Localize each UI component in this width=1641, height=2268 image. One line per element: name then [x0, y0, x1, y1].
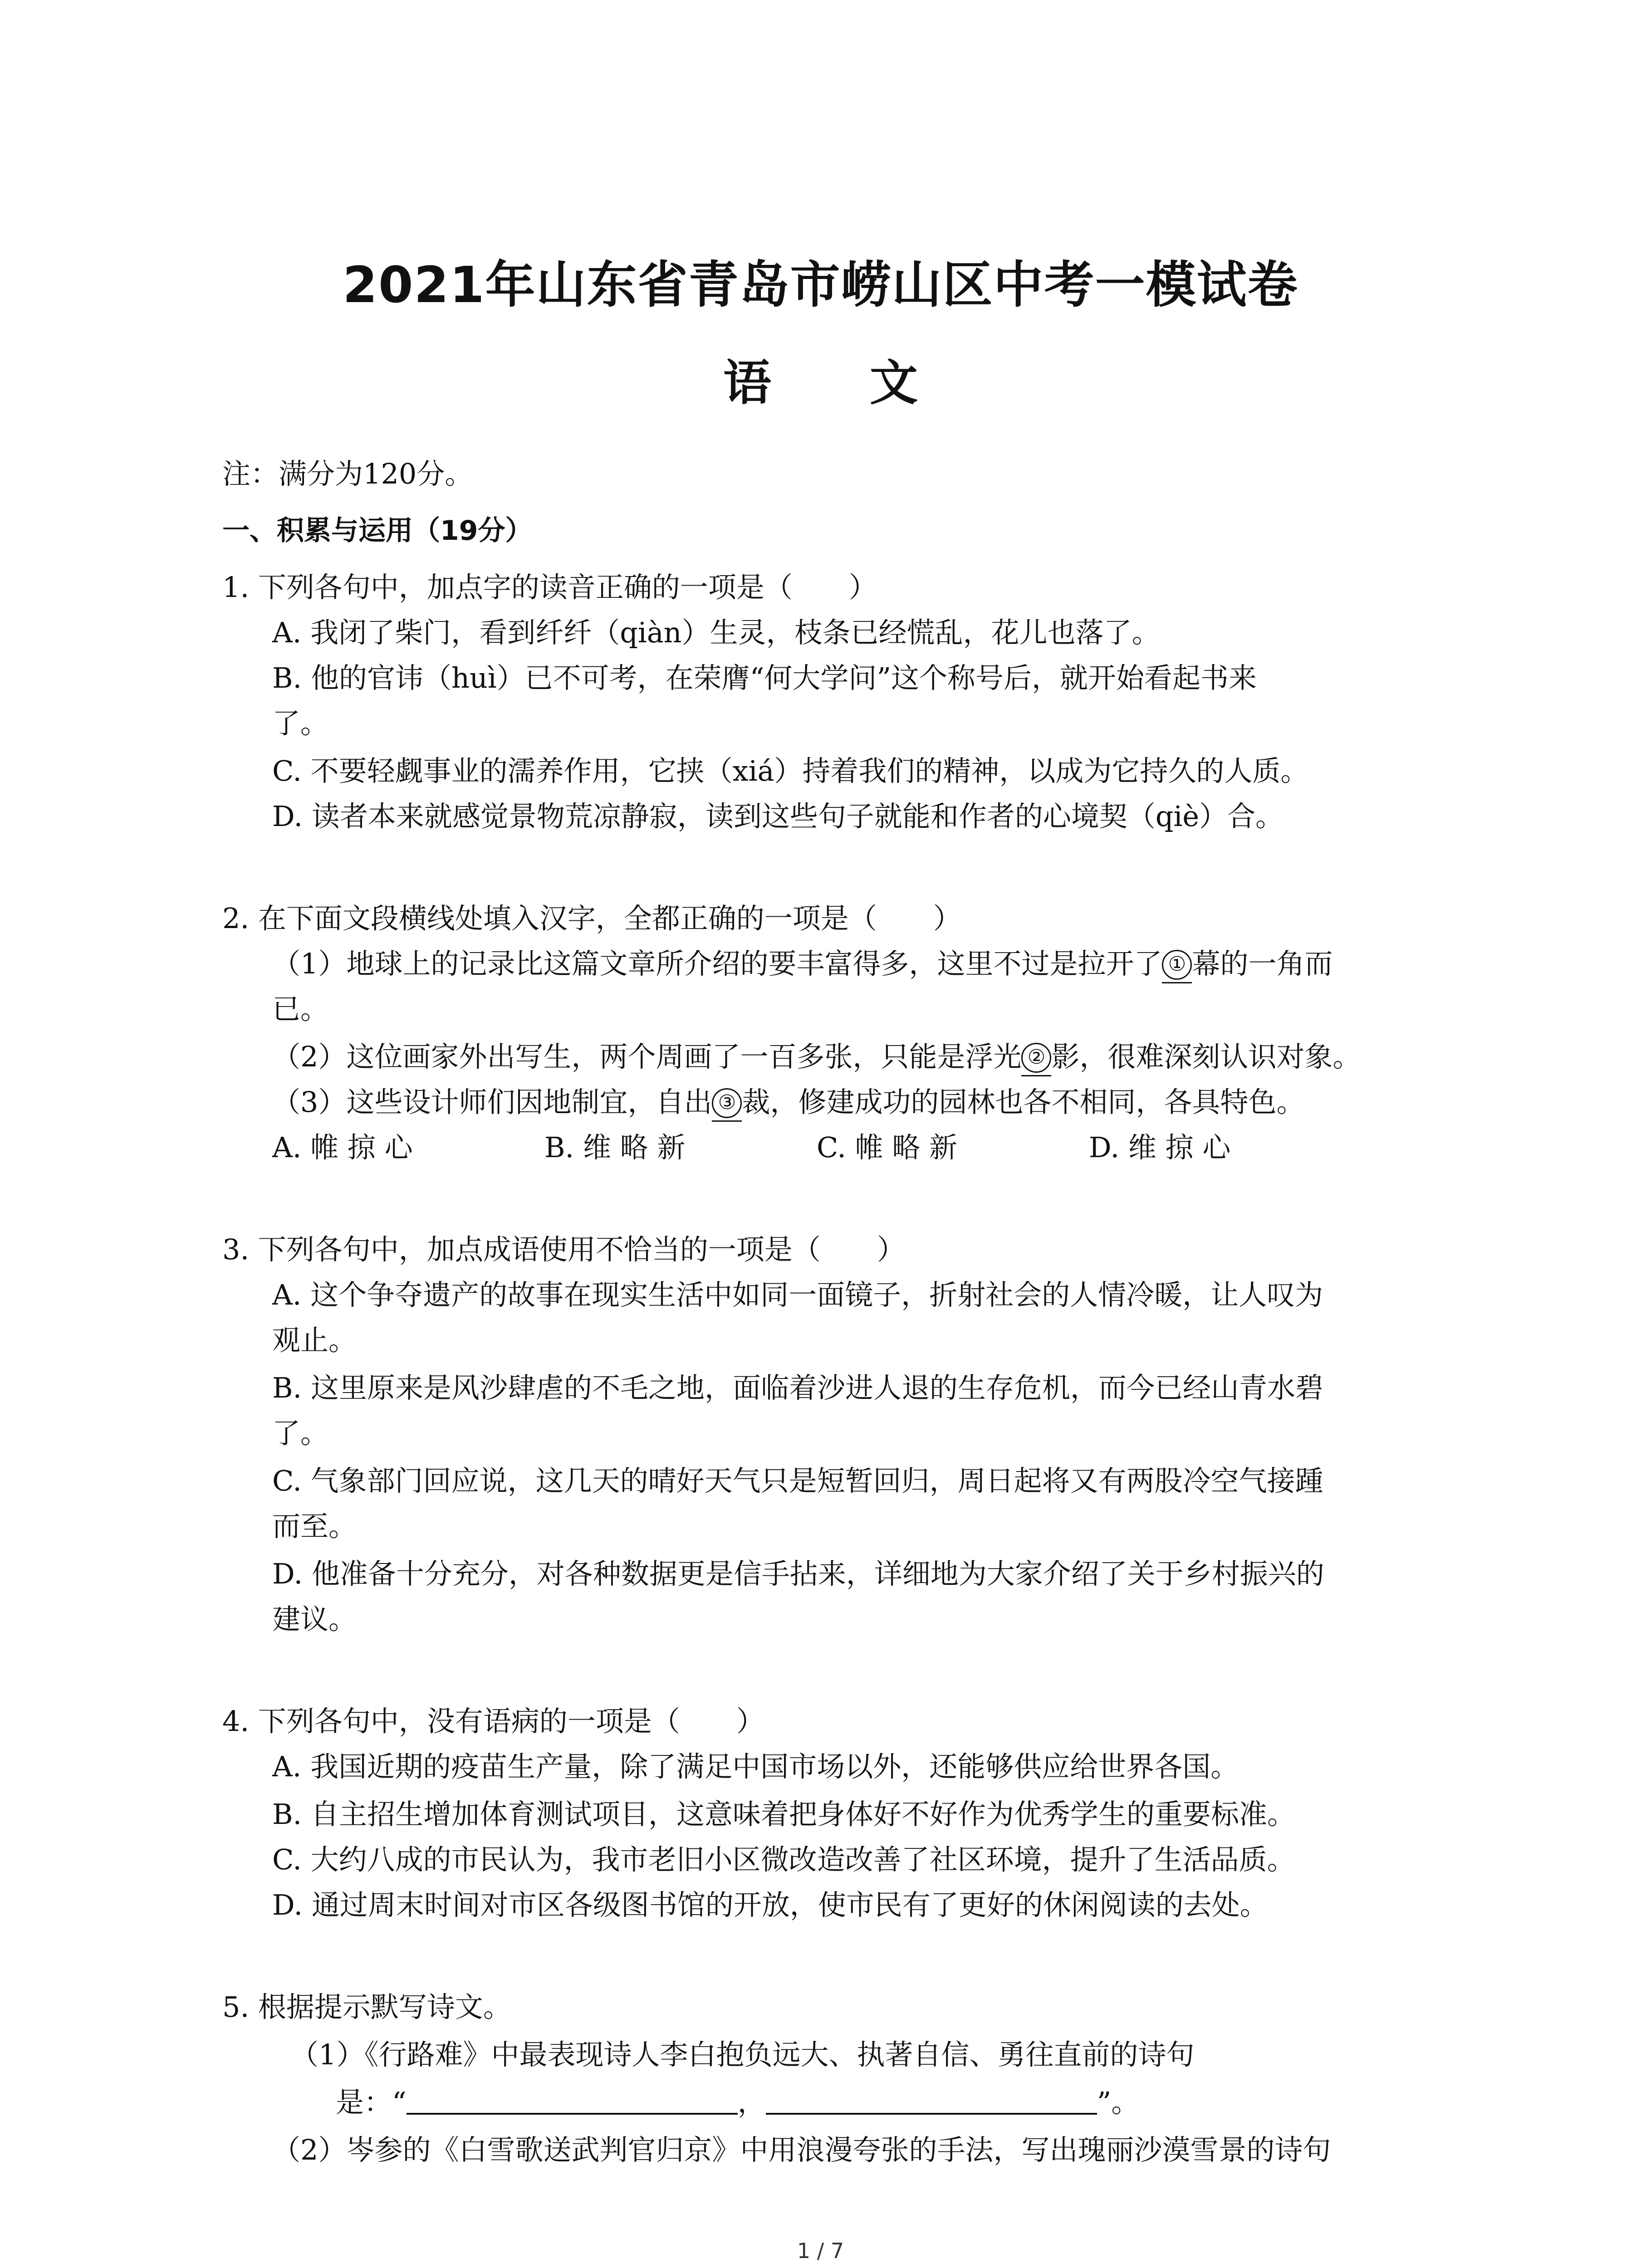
q4-option-d: D. 通过周末时间对市区各级图书馆的开放，使市民有了更好的休闲阅读的去处。: [272, 1888, 1268, 1921]
q4-option-c: C. 大约八成的市民认为，我市老旧小区微改造改善了社区环境，提升了生活品质。: [272, 1843, 1295, 1876]
q4-stem: 4. 下列各句中，没有语病的一项是（ ）: [222, 1705, 764, 1738]
q5-item-2: （2）岑参的《白雪歌送武判官归京》中用浪漫夸张的手法，写出瑰丽沙漠雪景的诗句: [272, 2133, 1331, 2166]
q2-sentence-1: （1）地球上的记录比这篇文章所介绍的要丰富得多，这里不过是拉开了 ① 幕的一角而: [272, 946, 1488, 983]
q3-option-d-cont: 建议。: [272, 1603, 357, 1636]
subject-title: 语 文: [723, 355, 959, 411]
answer-blank-2[interactable]: [766, 2085, 1097, 2115]
blank-marker-2: ②: [1021, 1043, 1051, 1073]
q3-option-d: D. 他准备十分充分，对各种数据更是信手拈来，详细地为大家介绍了关于乡村振兴的: [272, 1557, 1324, 1590]
blank-marker-3: ③: [712, 1088, 742, 1118]
blank-marker-1: ①: [1162, 950, 1192, 980]
q2-option-d: D. 维 掠 心: [1089, 1131, 1231, 1164]
q2-sentence-1-cont: 已。: [272, 992, 329, 1026]
q1-stem: 1. 下列各句中，加点字的读音正确的一项是（ ）: [222, 571, 877, 604]
q3-option-c: C. 气象部门回应说，这几天的晴好天气只是短暂回归，周日起将又有两股冷空气接踵: [272, 1464, 1323, 1497]
q5-stem: 5. 根据提示默写诗文。: [222, 1990, 511, 2024]
q3-option-a: A. 这个争夺遗产的故事在现实生活中如同一面镜子，折射社会的人情冷暖，让人叹为: [272, 1278, 1323, 1311]
section-heading: 一、积累与运用（19分）: [222, 515, 533, 547]
q2-option-a: A. 帷 掠 心: [272, 1131, 413, 1164]
q3-option-c-cont: 而至。: [272, 1510, 357, 1543]
q1-option-b: B. 他的官讳（huì）已不可考，在荣膺“何大学问”这个称号后，就开始看起书来: [272, 661, 1257, 694]
page-number: 1 / 7: [797, 2239, 844, 2263]
q4-option-b: B. 自主招生增加体育测试项目，这意味着把身体好不好作为优秀学生的重要标准。: [272, 1798, 1295, 1831]
q1-option-a: A. 我闭了柴门，看到纤纤（qiàn）生灵，枝条已经慌乱，花儿也落了。: [272, 616, 1160, 649]
q4-option-a: A. 我国近期的疫苗生产量，除了满足中国市场以外，还能够供应给世界各国。: [272, 1750, 1239, 1783]
q3-option-a-cont: 观止。: [272, 1324, 357, 1357]
q3-option-b-cont: 了。: [272, 1417, 329, 1450]
q5-item-1-answer-line: 是：“ ， ”。: [336, 2086, 1140, 2119]
q1-option-c: C. 不要轻觑事业的濡养作用，它挟（xiá）持着我们的精神，以成为它持久的人质。: [272, 754, 1309, 787]
q1-option-d: D. 读者本来就感觉景物荒凉静寂，读到这些句子就能和作者的心境契（qiè）合。: [272, 800, 1284, 833]
q2-sentence-2: （2）这位画家外出写生，两个周画了一百多张，只能是浮光 ② 影，很难深刻认识对象。: [272, 1039, 1488, 1076]
q3-stem: 3. 下列各句中，加点成语使用不恰当的一项是（ ）: [222, 1233, 905, 1266]
q2-option-c: C. 帷 略 新: [817, 1131, 958, 1164]
q3-option-b: B. 这里原来是风沙肆虐的不毛之地，面临着沙进人退的生存危机，而今已经山青水碧: [272, 1371, 1323, 1404]
q1-option-b-cont: 了。: [272, 707, 329, 740]
q5-item-1: （1）《行路难》中最表现诗人李白抱负远大、执著自信、勇往直前的诗句: [290, 2038, 1195, 2071]
q2-options: [272, 1129, 1488, 1166]
score-note: 注：满分为120分。: [222, 457, 473, 490]
q2-stem: 2. 在下面文段横线处填入汉字，全都正确的一项是（ ）: [222, 902, 961, 935]
exam-title: 2021年山东省青岛市崂山区中考一模试卷: [343, 256, 1298, 314]
answer-blank-1[interactable]: [407, 2085, 738, 2115]
q2-sentence-3: （3）这些设计师们因地制宜，自出 ③ 裁，修建成功的园林也各不相同，各具特色。: [272, 1084, 1488, 1122]
q2-option-b: B. 维 略 新: [544, 1131, 686, 1164]
